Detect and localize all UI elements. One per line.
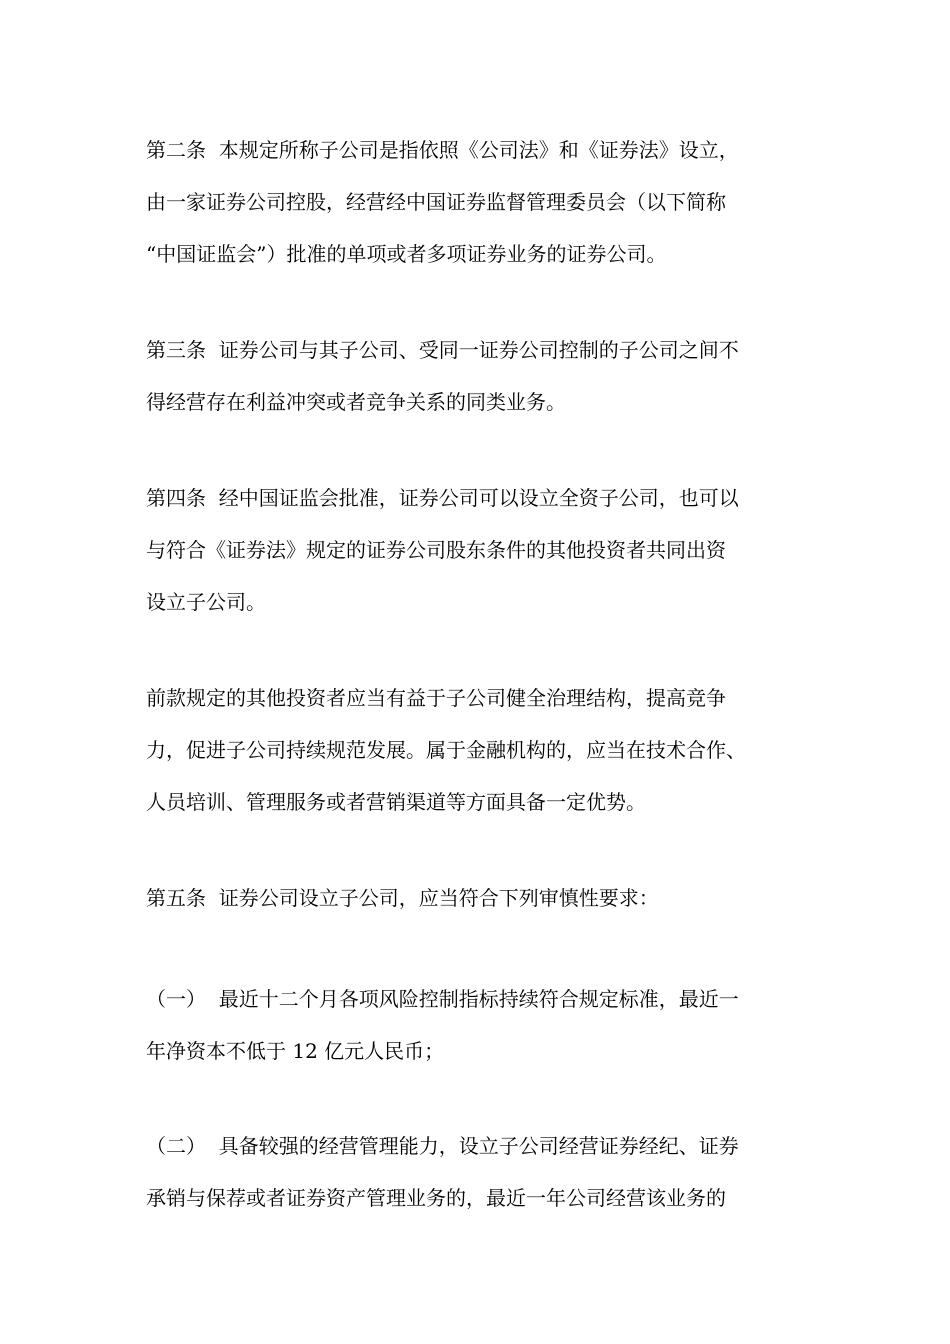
paragraph-article-4-para-2 [146, 672, 836, 828]
text-line: “中国证监会”）批准的单项或者多项证券业务的证券公司。 [146, 242, 667, 266]
text-line: 第四条 经中国证监会批准，证券公司可以设立全资子公司，也可以 [146, 486, 739, 510]
text-line: （一） 最近十二个月各项风险控制指标持续符合规定标准，最近一 [146, 987, 739, 1011]
text-line: 由一家证券公司控股，经营经中国证券监督管理委员会（以下简称 [146, 190, 726, 214]
text-line: 设立子公司。 [146, 590, 266, 614]
paragraph-article-3 [146, 324, 836, 428]
text-line: 与符合《证券法》规定的证券公司股东条件的其他投资者共同出资 [146, 538, 726, 562]
text-line: 第二条 本规定所称子公司是指依照《公司法》和《证券法》设立， [146, 138, 739, 162]
text-line: 力，促进子公司持续规范发展。属于金融机构的，应当在技术合作、 [146, 738, 746, 762]
text-line: 承销与保荐或者证券资产管理业务的，最近一年公司经营该业务的 [146, 1186, 726, 1210]
list-item-article-5-1 [146, 973, 836, 1077]
paragraph-article-2 [146, 124, 836, 280]
text-line: 得经营存在利益冲突或者竞争关系的同类业务。 [146, 390, 566, 414]
paragraph-article-4 [146, 472, 836, 628]
paragraph-article-5 [146, 872, 836, 924]
text-line: 第五条 证券公司设立子公司，应当符合下列审慎性要求： [146, 886, 659, 910]
text-line: 第三条 证券公司与其子公司、受同一证券公司控制的子公司之间不 [146, 338, 739, 362]
text-line: 前款规定的其他投资者应当有益于子公司健全治理结构，提高竞争 [146, 686, 726, 710]
list-item-article-5-2 [146, 1120, 836, 1224]
text-line: 人员培训、管理服务或者营销渠道等方面具备一定优势。 [146, 790, 646, 814]
text-line: （二） 具备较强的经营管理能力，设立子公司经营证券经纪、证券 [146, 1134, 739, 1158]
text-line: 年净资本不低于 12 亿元人民币； [146, 1039, 445, 1063]
